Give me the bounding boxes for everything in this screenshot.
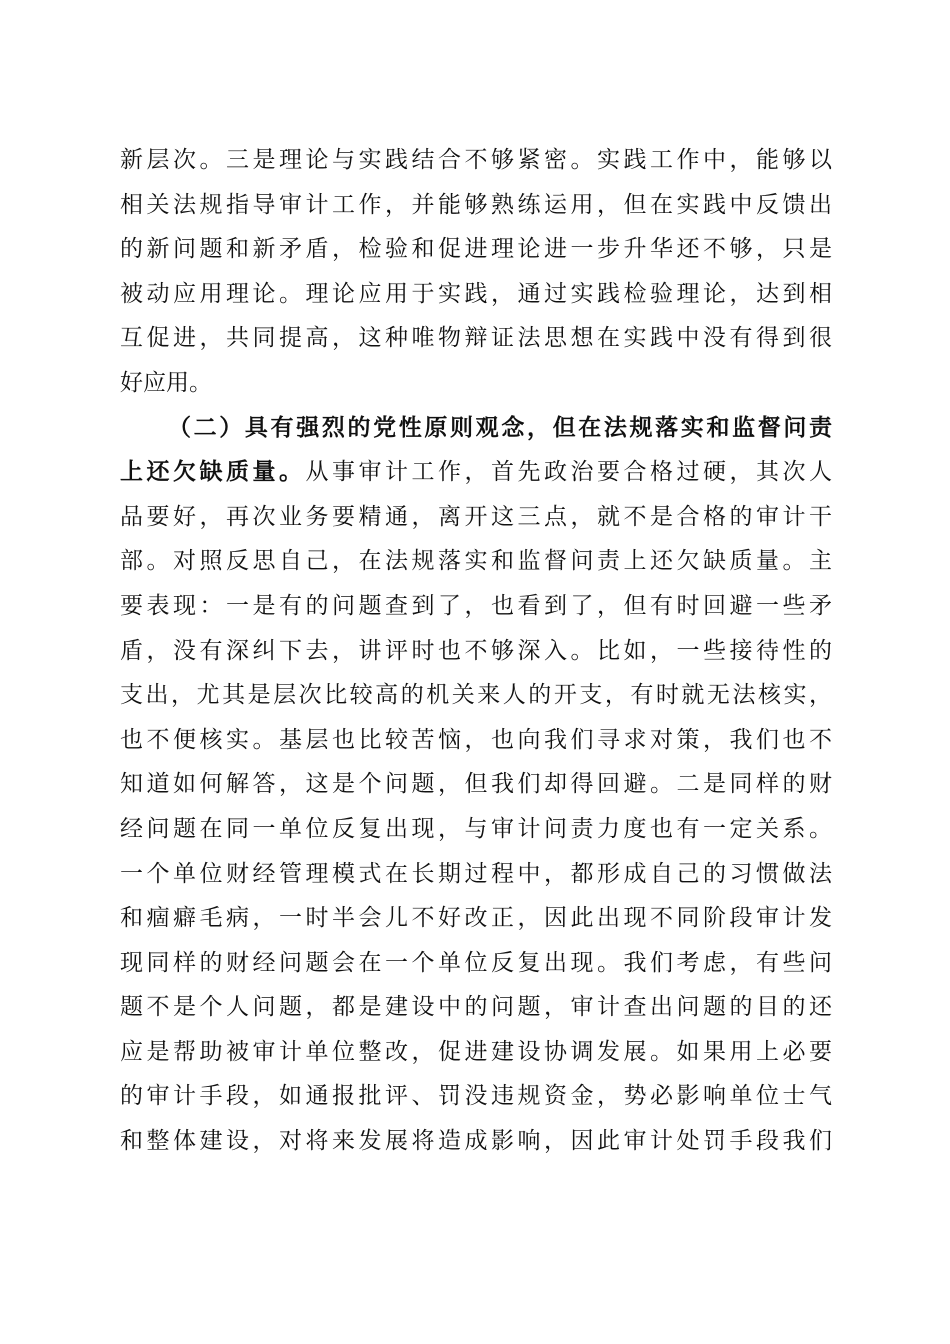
paragraph-line — [120, 450, 832, 495]
paragraph-line: 题不是个人问题，都是建设中的问题，审计查出问题的目的还 — [120, 994, 832, 1021]
paragraph-line: 部。对照反思自己，在法规落实和监督问责上还欠缺质量。主 — [120, 548, 832, 575]
paragraph-line: 的新问题和新矛盾，检验和促进理论进一步升华还不够，只是 — [120, 236, 832, 263]
paragraph-line: 和痼癖毛病，一时半会儿不好改正，因此出现不同阶段审计发 — [120, 905, 832, 932]
paragraph-line: 品要好，再次业务要精通，离开这三点，就不是合格的审计干 — [120, 503, 832, 530]
paragraph-line: 的审计手段，如通报批评、罚没违规资金，势必影响单位士气 — [120, 1083, 832, 1110]
paragraph-line: 要表现：一是有的问题查到了，也看到了，但有时回避一些矛 — [120, 592, 832, 619]
paragraph-line: 现同样的财经问题会在一个单位反复出现。我们考虑，有些问 — [120, 949, 832, 976]
paragraph-line: 互促进，共同提高，这种唯物辩证法思想在实践中没有得到很 — [120, 325, 832, 352]
section-heading-continued: 上还欠缺质量。 — [120, 458, 306, 486]
paragraph-line: 被动应用理论。理论应用于实践，通过实践检验理论，达到相 — [120, 280, 832, 307]
paragraph-line: 和整体建设，对将来发展将造成影响，因此审计处罚手段我们 — [120, 1128, 832, 1155]
paragraph-text: 从事审计工作，首先政治要合格过硬，其次人 — [305, 459, 832, 486]
paragraph-line: 盾，没有深纠下去，讲评时也不够深入。比如，一些接待性的 — [120, 637, 832, 664]
document-body — [120, 138, 832, 1164]
paragraph-line: 一个单位财经管理模式在长期过程中，都形成自己的习惯做法 — [120, 860, 832, 887]
paragraph-line: 新层次。三是理论与实践结合不够紧密。实践工作中，能够以 — [120, 147, 832, 173]
paragraph-line: 支出，尤其是层次比较高的机关来人的开支，有时就无法核实， — [120, 682, 832, 709]
paragraph-line: 好应用。 — [120, 369, 212, 396]
section-heading: （二）具有强烈的党性原则观念，但在法规落实和监督问责 — [168, 413, 832, 441]
paragraph-line: 应是帮助被审计单位整改，促进建设协调发展。如果用上必要 — [120, 1038, 832, 1065]
paragraph-line: 也不便核实。基层也比较苦恼，也向我们寻求对策，我们也不 — [120, 726, 832, 753]
paragraph-line: 经问题在同一单位反复出现，与审计问责力度也有一定关系。 — [120, 815, 832, 842]
paragraph-line: 知道如何解答，这是个问题，但我们却得回避。二是同样的财 — [120, 771, 832, 798]
paragraph-line: 相关法规指导审计工作，并能够熟练运用，但在实践中反馈出 — [120, 191, 832, 218]
